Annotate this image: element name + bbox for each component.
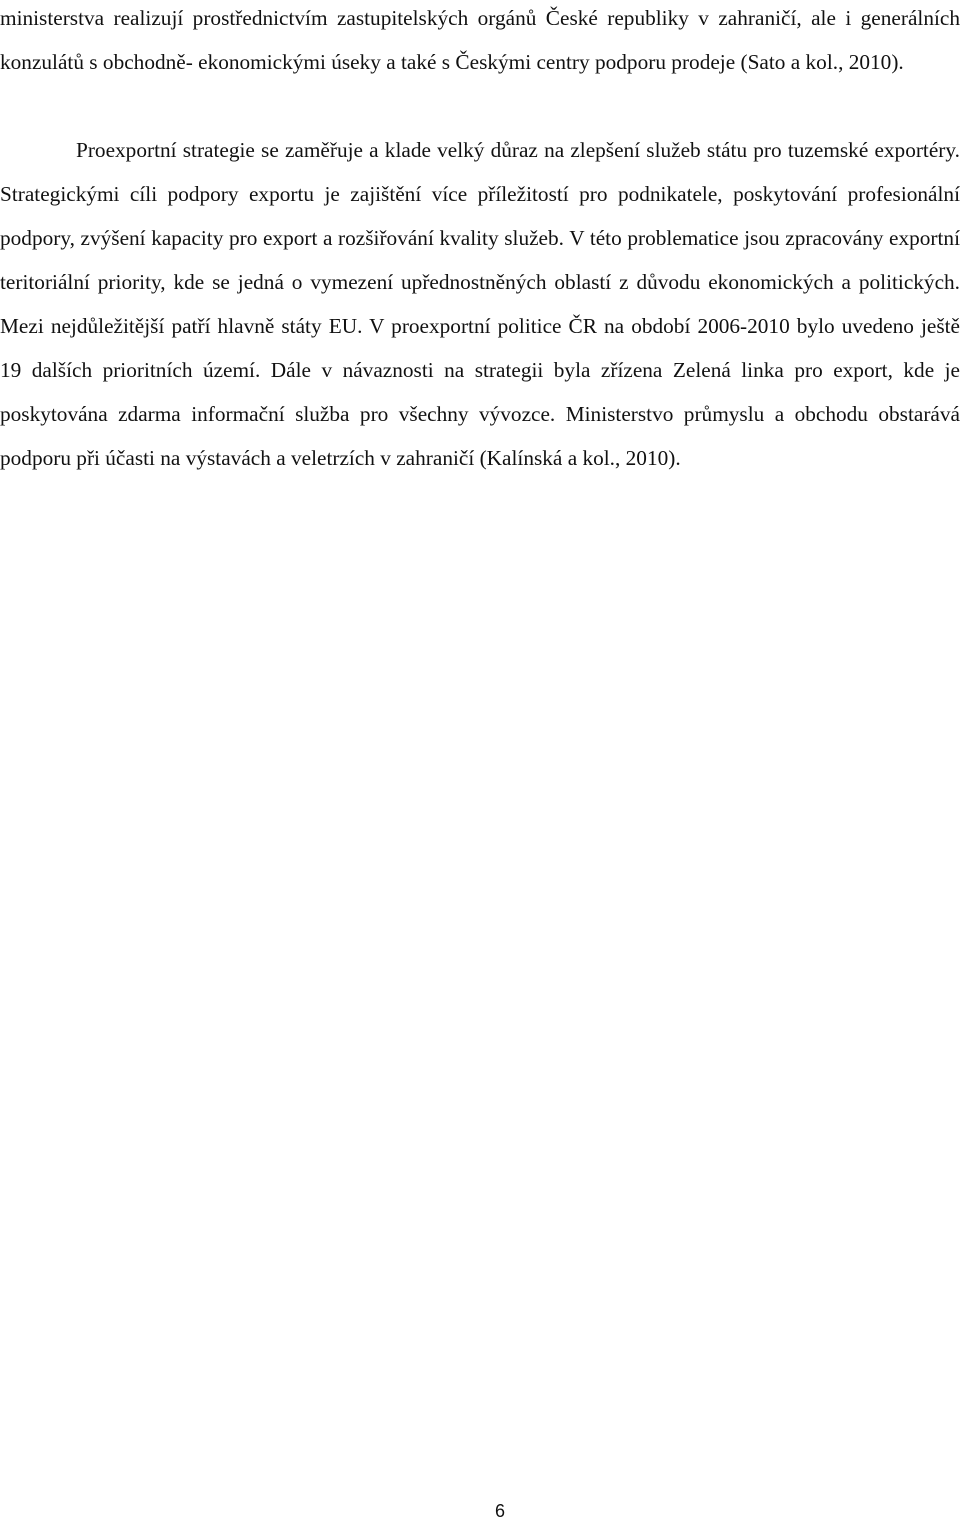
- paragraph-continuation: ministerstva realizují prostřednictvím zastupitelských orgánů České republiky v zahraničí, ale i generálních konzulátů s obchodně- ekonomickými úseky a také s Českými centry podporu prodeje (Sato a kol., 2010).: [0, 6, 960, 74]
- page-number: 6: [494, 1501, 505, 1521]
- paragraph-proexport-strategy: Proexportní strategie se zaměřuje a klade velký důraz na zlepšení služeb státu pro tuzemské exportéry. Strategickými cíli podpory exportu je zajištění více příležitostí pro podnikatele, poskytování profesionální podpory, zvýšení kapacity pro export a rozšiřování kvality služeb. V této problematice jsou zpracovány exportní teritoriální priority, kde se jedná o vymezení upřednostněných oblastí z důvodu ekonomických a politických. Mezi nejdůležitější patří hlavně státy EU. V proexportní politice ČR na období 2006-2010 bylo uvedeno ještě 19 dalších prioritních území. Dále v návaznosti na strategii byla zřízena Zelená linka pro export, kde je poskytována zdarma informační služba pro všechny vývozce. Ministerstvo průmyslu a obchodu obstarává podporu při účasti na výstavách a veletrzích v zahraničí (Kalínská a kol., 2010).: [0, 138, 960, 470]
- body-text: [0, 0, 960, 480]
